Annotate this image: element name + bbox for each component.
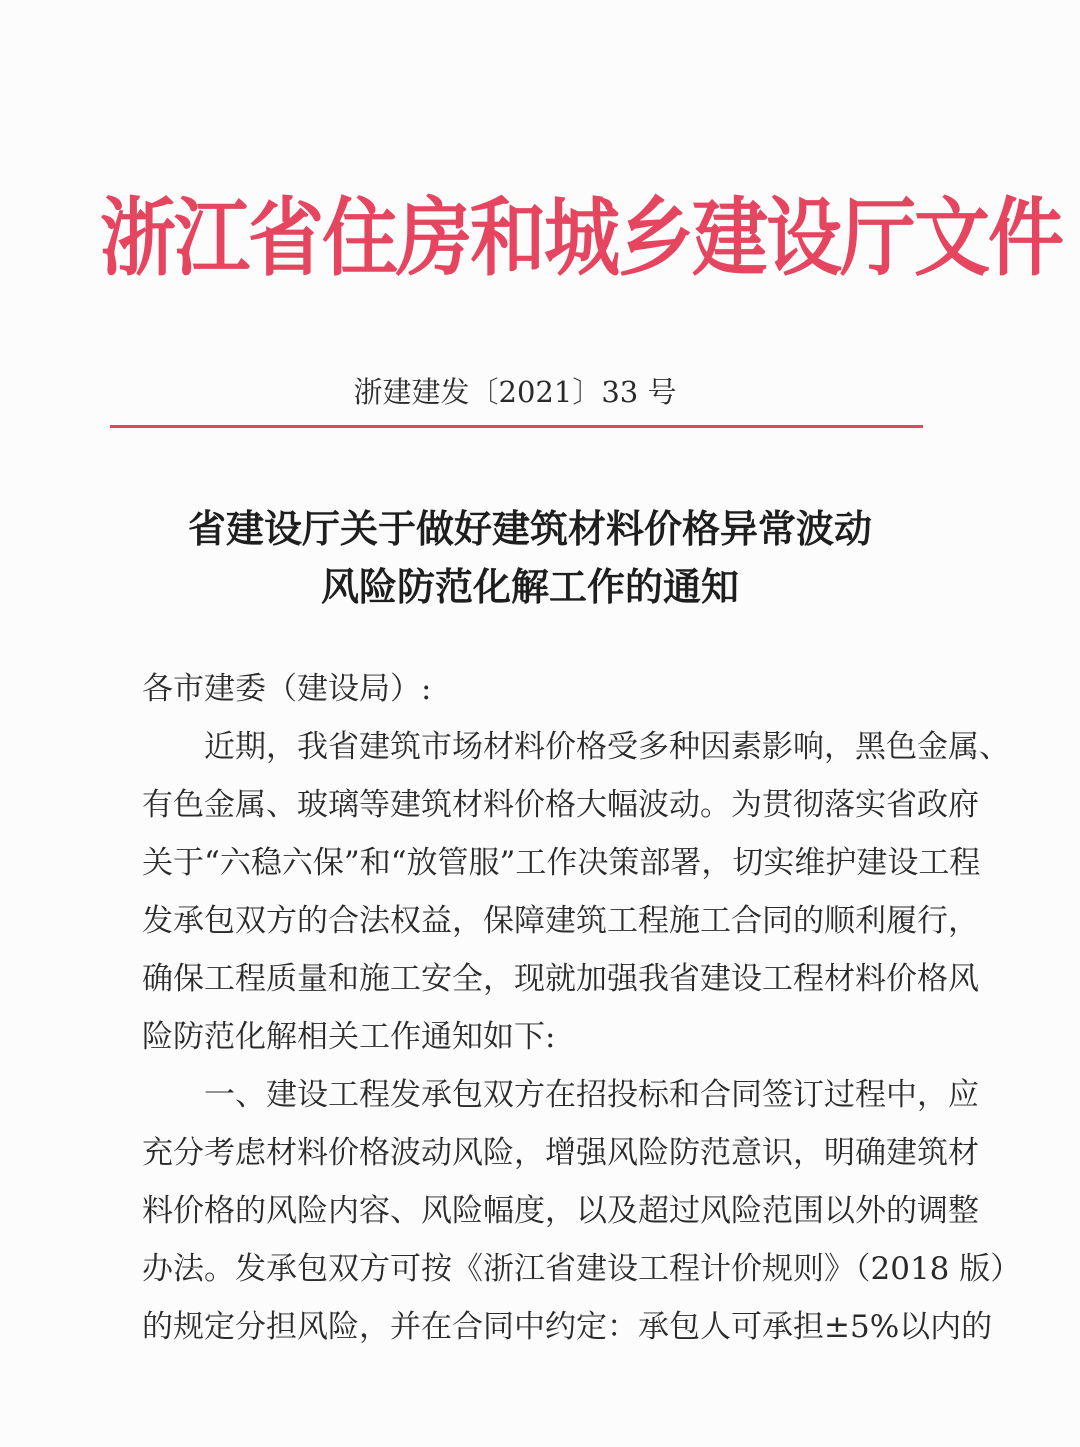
body-line: 关于“六稳六保”和“放管服”工作决策部署，切实维护建设工程 bbox=[142, 845, 981, 881]
salutation: 各市建委（建设局）: bbox=[142, 671, 432, 707]
body-line: 充分考虑材料价格波动风险，增强风险防范意识，明确建筑材 bbox=[142, 1135, 979, 1171]
body-line: 办法。发承包双方可按《浙江省建设工程计价规则》（2018 版） bbox=[142, 1251, 1022, 1287]
notice-title-line: 省建设厅关于做好建筑材料价格异常波动 bbox=[187, 507, 872, 551]
header-divider bbox=[110, 425, 923, 428]
body-line: 的规定分担风险，并在合同中约定：承包人可承担±5%以内的 bbox=[142, 1309, 993, 1345]
document-header-title: 浙江省住房和城乡建设厅文件 bbox=[100, 187, 1062, 288]
body-line: 确保工程质量和施工安全，现就加强我省建设工程材料价格风 bbox=[142, 961, 979, 997]
document-number: 浙建建发〔2021〕33 号 bbox=[353, 375, 677, 409]
notice-body bbox=[142, 660, 1022, 1356]
notice-title-line: 风险防范化解工作的通知 bbox=[320, 565, 739, 609]
body-line: 近期，我省建筑市场材料价格受多种因素影响，黑色金属、 bbox=[204, 729, 1010, 765]
body-line: 料价格的风险内容、风险幅度，以及超过风险范围以外的调整 bbox=[142, 1193, 979, 1229]
notice-title bbox=[100, 500, 960, 616]
body-line: 一、建设工程发承包双方在招投标和合同签订过程中，应 bbox=[204, 1077, 979, 1113]
body-line: 险防范化解相关工作通知如下: bbox=[142, 1019, 556, 1055]
body-line: 发承包双方的合法权益，保障建筑工程施工合同的顺利履行， bbox=[142, 903, 979, 939]
body-line: 有色金属、玻璃等建筑材料价格大幅波动。为贯彻落实省政府 bbox=[142, 787, 979, 823]
